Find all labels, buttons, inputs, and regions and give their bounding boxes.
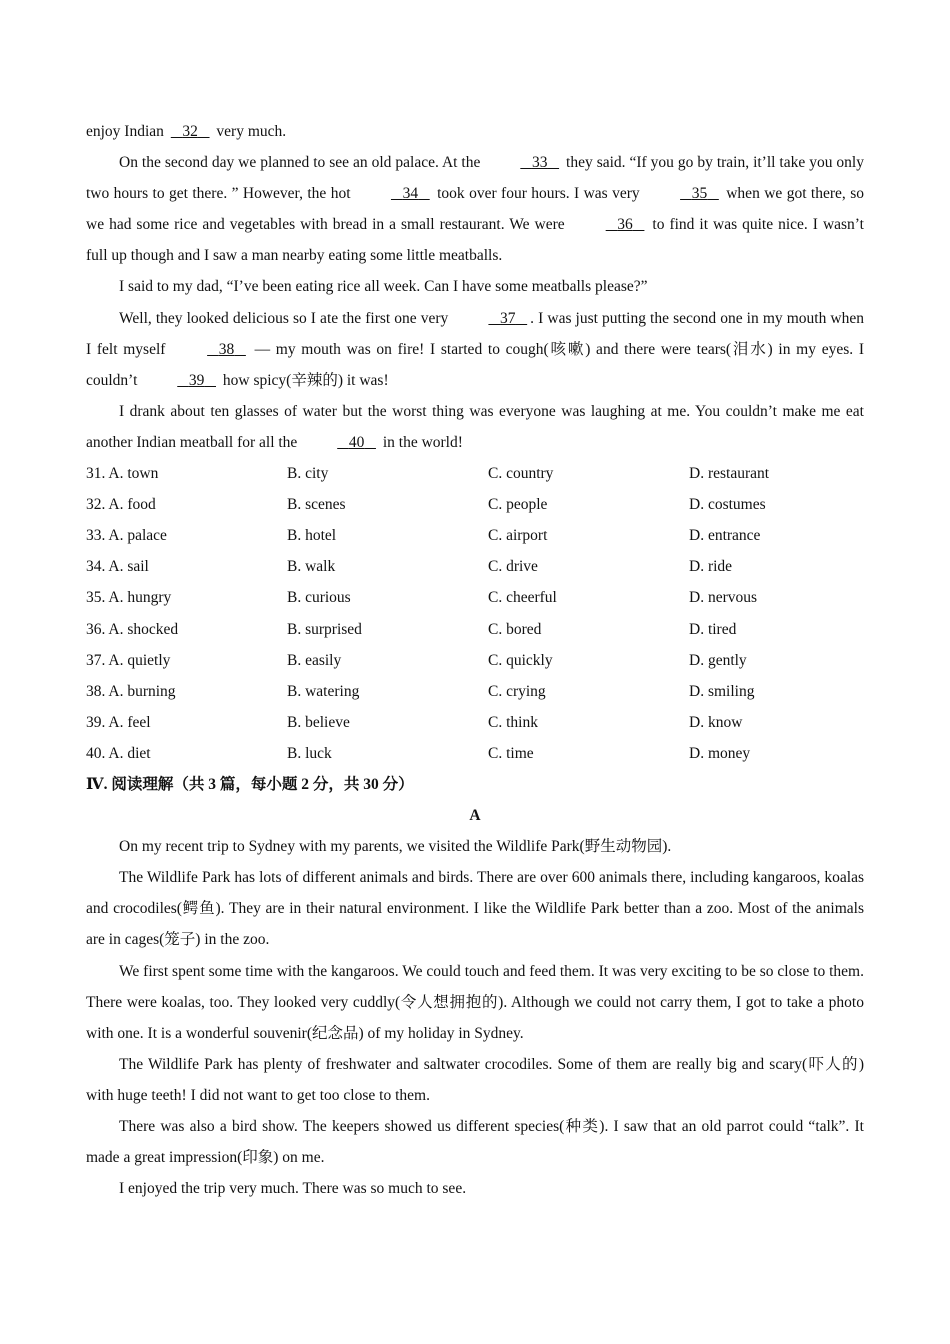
- option-a: 38. A. burning: [86, 682, 176, 700]
- blank-40: 40: [348, 433, 365, 451]
- option-a: 34. A. sail: [86, 558, 149, 576]
- reading-paragraph-6: I enjoyed the trip very much. There was so much to see.: [119, 1180, 467, 1198]
- option-row-33: [86, 520, 864, 551]
- cloze-paragraph-1: [86, 116, 864, 147]
- option-d: D. gently: [689, 651, 747, 669]
- document-page: [86, 116, 864, 1204]
- option-d: D. nervous: [689, 589, 758, 607]
- option-a: 36. A. shocked: [86, 620, 179, 638]
- text-run: I drank about ten glasses of water but the worst thing was everyone was laughing at me. You couldn’t make me eat another Indian meatball for all the: [86, 402, 864, 451]
- blank-36: 36: [617, 216, 633, 234]
- text-run: when we got there, so we had some rice and vegetables with bread in a small restaurant. We were: [86, 185, 864, 234]
- option-b: B. easily: [287, 651, 342, 669]
- cloze-paragraph-2: [86, 147, 864, 271]
- option-a: 31. A. town: [86, 465, 159, 483]
- option-a: 39. A. feel: [86, 713, 151, 731]
- option-row-35: [86, 582, 864, 613]
- option-row-38: [86, 676, 864, 707]
- reading-paragraph-2: The Wildlife Park has lots of different animals and birds. There are over 600 animals there, including kangaroos, koalas and crocodiles(鳄鱼). They are in their natural environment. I like the Wildlife Park better than a zoo. Most of the animals are in cages(笼子) in the zoo.: [86, 869, 864, 949]
- option-b: B. surprised: [287, 620, 362, 638]
- option-a: 33. A. palace: [86, 527, 167, 545]
- option-d: D. tired: [689, 620, 737, 638]
- text-run: — my mouth was on fire! I started to cough(咳嗽) and there were tears(泪水) in my eyes. I couldn’t: [86, 340, 864, 389]
- text-run: Well, they looked delicious so I ate the first one very: [119, 309, 453, 327]
- text-run: in the world!: [378, 433, 463, 451]
- option-row-34: [86, 551, 864, 582]
- text-run: they said. “If you go by train, it’ll take you only two hours to get there. ” However, the hot: [86, 154, 864, 203]
- option-c: C. cheerful: [488, 589, 557, 607]
- option-row-40: [86, 738, 864, 769]
- option-d: D. ride: [689, 558, 733, 576]
- option-row-36: [86, 614, 864, 645]
- option-d: D. entrance: [689, 527, 761, 545]
- option-d: D. money: [689, 744, 751, 762]
- text-run: . I was just putting the second one in my mouth when I felt myself: [86, 309, 864, 358]
- option-row-39: [86, 707, 864, 738]
- option-c: C. people: [488, 496, 548, 514]
- text-run: how spicy(辛辣的) it was!: [219, 371, 389, 389]
- text-run: enjoy Indian: [86, 123, 168, 140]
- option-c: C. bored: [488, 620, 542, 638]
- cloze-paragraph-4: [86, 303, 864, 396]
- answer-options: [86, 458, 864, 769]
- cloze-paragraph-3: I said to my dad, “I’ve been eating rice all week. Can I have some meatballs please?”: [119, 278, 648, 296]
- option-b: B. curious: [287, 589, 351, 607]
- option-d: D. costumes: [689, 496, 766, 514]
- option-row-31: [86, 458, 864, 489]
- cloze-paragraph-5: [86, 396, 864, 458]
- option-d: D. restaurant: [689, 465, 770, 483]
- section-heading: Ⅳ. 阅读理解（共 3 篇，每小题 2 分，共 30 分）: [86, 775, 414, 793]
- option-c: C. country: [488, 465, 554, 483]
- text-run: to find it was quite nice. I wasn’t full up though and I saw a man nearby eating some little meatballs.: [86, 216, 864, 265]
- option-b: B. city: [287, 465, 329, 483]
- passage-label: A: [469, 807, 481, 825]
- reading-paragraph-3: We first spent some time with the kangaroos. We could touch and feed them. It was very exciting to be so close to them. There were koalas, too. They looked very cuddly(令人想拥抱的). Although we could not carry them, I got to take a photo with one. It is a wonderful souvenir(纪念品) of my holiday in Sydney.: [86, 962, 864, 1042]
- reading-paragraph-1: On my recent trip to Sydney with my parents, we visited the Wildlife Park(野生动物园).: [119, 838, 672, 856]
- text-run: very much.: [212, 123, 287, 140]
- blank-35: 35: [691, 185, 708, 203]
- option-d: D. know: [689, 713, 743, 731]
- option-row-37: [86, 645, 864, 676]
- option-c: C. time: [488, 744, 534, 762]
- option-a: 32. A. food: [86, 496, 156, 514]
- option-b: B. believe: [287, 713, 350, 731]
- option-c: C. airport: [488, 527, 548, 545]
- option-c: C. quickly: [488, 651, 553, 669]
- option-a: 40. A. diet: [86, 744, 151, 762]
- option-a: 37. A. quietly: [86, 651, 171, 669]
- option-b: B. watering: [287, 682, 360, 700]
- option-b: B. walk: [287, 558, 336, 576]
- option-row-32: [86, 489, 864, 520]
- reading-paragraph-5: There was also a bird show. The keepers showed us different species(种类). I saw that an old parrot could “talk”. It made a great impression(印象) on me.: [86, 1118, 864, 1167]
- option-b: B. scenes: [287, 496, 346, 514]
- blank-32: 32: [182, 123, 198, 140]
- option-d: D. smiling: [689, 682, 755, 700]
- blank-34: 34: [402, 185, 419, 203]
- option-a: 35. A. hungry: [86, 589, 172, 607]
- blank-38: 38: [218, 340, 235, 358]
- option-c: C. drive: [488, 558, 538, 576]
- reading-paragraph-4: The Wildlife Park has plenty of freshwater and saltwater crocodiles. Some of them are really big and scary(吓人的) with huge teeth! I did not want to get too close to them.: [86, 1055, 864, 1104]
- text-run: took over four hours. I was very: [432, 185, 645, 203]
- blank-33: 33: [531, 154, 548, 172]
- blank-37: 37: [500, 309, 516, 327]
- option-c: C. crying: [488, 682, 546, 700]
- blank-39: 39: [188, 371, 205, 389]
- option-b: B. luck: [287, 744, 332, 762]
- option-c: C. think: [488, 713, 538, 731]
- option-b: B. hotel: [287, 527, 337, 545]
- text-run: On the second day we planned to see an old palace. At the: [119, 154, 485, 172]
